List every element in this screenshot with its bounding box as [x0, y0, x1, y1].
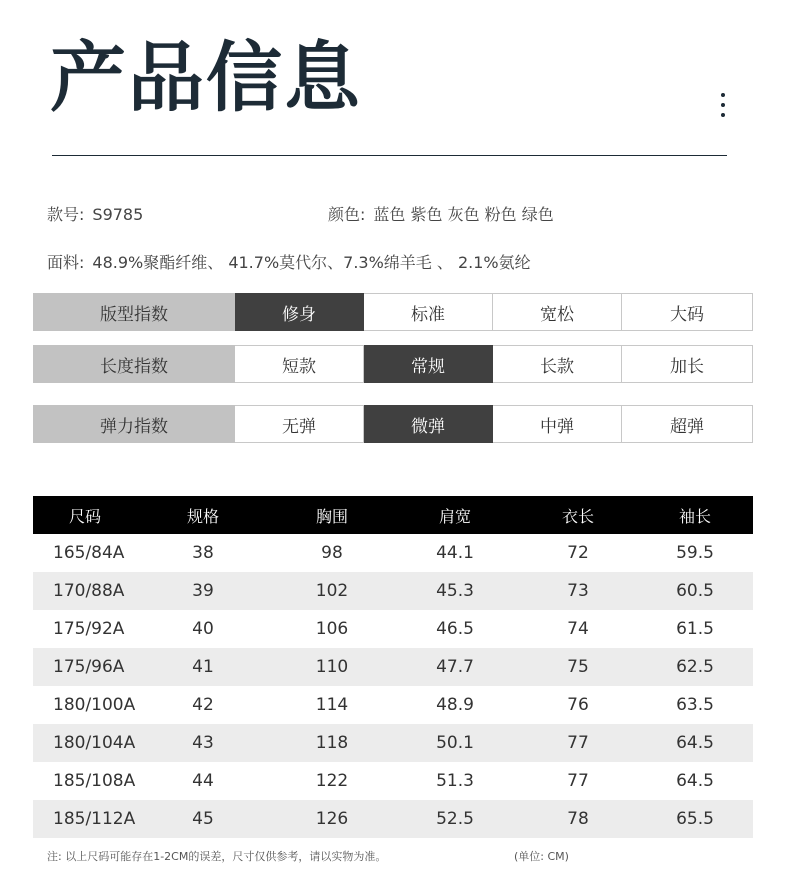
table-cell: 180/104A	[53, 733, 136, 753]
length-index-option: 加长	[622, 345, 753, 383]
table-cell: 44.1	[436, 543, 474, 563]
fabric: 面料: 48.9%聚酯纤维、 41.7%莫代尔、7.3%绵羊毛 、 2.1%氨纶	[47, 253, 531, 272]
table-cell: 38	[192, 543, 214, 563]
table-cell: 73	[567, 581, 589, 601]
fit-index-option: 宽松	[493, 293, 622, 331]
table-row	[33, 534, 753, 572]
length-index-option: 常规	[364, 345, 493, 383]
table-cell: 39	[192, 581, 214, 601]
table-row	[33, 800, 753, 838]
table-cell: 74	[567, 619, 589, 639]
table-row	[33, 762, 753, 800]
column-header: 肩宽	[438, 506, 471, 526]
table-cell: 75	[567, 657, 589, 677]
length-index-row	[33, 345, 753, 383]
size-note: 注: 以上尺码可能存在1-2CM的误差，尺寸仅供参考，请以实物为准。	[47, 850, 387, 863]
table-cell: 98	[321, 543, 343, 563]
style-number: 款号: S9785	[47, 205, 144, 224]
table-cell: 72	[567, 543, 589, 563]
stretch-index-row	[33, 405, 753, 443]
table-cell: 62.5	[676, 657, 714, 677]
column-header: 尺码	[69, 506, 102, 526]
stretch-index-option: 超弹	[622, 405, 753, 443]
more-options-icon[interactable]	[721, 93, 727, 123]
size-table-body	[33, 534, 753, 838]
table-cell: 51.3	[436, 771, 474, 791]
table-cell: 44	[192, 771, 214, 791]
table-cell: 43	[192, 733, 214, 753]
table-cell: 180/100A	[53, 695, 136, 715]
column-header: 衣长	[561, 506, 594, 526]
table-cell: 63.5	[676, 695, 714, 715]
table-cell: 41	[192, 657, 214, 677]
page-title: 产品信息	[50, 33, 362, 122]
table-cell: 42	[192, 695, 214, 715]
stretch-index-option: 微弹	[364, 405, 493, 443]
table-row	[33, 648, 753, 686]
table-cell: 77	[567, 733, 589, 753]
table-cell: 52.5	[436, 809, 474, 829]
table-cell: 45.3	[436, 581, 474, 601]
unit-note: (单位: CM)	[514, 850, 569, 863]
table-cell: 78	[567, 809, 589, 829]
table-row	[33, 572, 753, 610]
table-cell: 175/96A	[53, 657, 125, 677]
column-header: 袖长	[678, 506, 711, 526]
column-header: 规格	[186, 506, 219, 526]
table-cell: 48.9	[436, 695, 474, 715]
length-index-label: 长度指数	[33, 345, 235, 383]
table-cell: 45	[192, 809, 214, 829]
table-cell: 185/108A	[53, 771, 136, 791]
table-row	[33, 686, 753, 724]
divider	[52, 155, 727, 156]
table-cell: 165/84A	[53, 543, 125, 563]
table-cell: 110	[315, 657, 349, 677]
table-cell: 61.5	[676, 619, 714, 639]
column-header: 胸围	[315, 506, 348, 526]
size-table	[33, 496, 753, 838]
table-cell: 122	[315, 771, 349, 791]
table-cell: 102	[315, 581, 349, 601]
size-table-header	[33, 496, 753, 534]
table-cell: 65.5	[676, 809, 714, 829]
table-cell: 76	[567, 695, 589, 715]
fit-index-option: 大码	[622, 293, 753, 331]
stretch-index-option: 无弹	[235, 405, 364, 443]
table-row	[33, 610, 753, 648]
table-cell: 106	[315, 619, 349, 639]
fit-index-label: 版型指数	[33, 293, 235, 331]
table-cell: 64.5	[676, 771, 714, 791]
table-cell: 170/88A	[53, 581, 125, 601]
length-index-option: 短款	[235, 345, 364, 383]
table-cell: 126	[315, 809, 349, 829]
table-cell: 46.5	[436, 619, 474, 639]
fit-index-option: 标准	[364, 293, 493, 331]
table-cell: 114	[315, 695, 349, 715]
table-cell: 185/112A	[53, 809, 136, 829]
length-index-option: 长款	[493, 345, 622, 383]
fit-index-option: 修身	[235, 293, 364, 331]
table-cell: 60.5	[676, 581, 714, 601]
stretch-index-option: 中弹	[493, 405, 622, 443]
table-cell: 64.5	[676, 733, 714, 753]
table-cell: 47.7	[436, 657, 474, 677]
table-cell: 175/92A	[53, 619, 125, 639]
table-cell: 40	[192, 619, 214, 639]
table-cell: 59.5	[676, 543, 714, 563]
colors: 颜色: 蓝色 紫色 灰色 粉色 绿色	[328, 205, 554, 224]
table-cell: 77	[567, 771, 589, 791]
fit-index-row	[33, 293, 753, 331]
stretch-index-label: 弹力指数	[33, 405, 235, 443]
table-cell: 50.1	[436, 733, 474, 753]
table-cell: 118	[315, 733, 349, 753]
table-row	[33, 724, 753, 762]
